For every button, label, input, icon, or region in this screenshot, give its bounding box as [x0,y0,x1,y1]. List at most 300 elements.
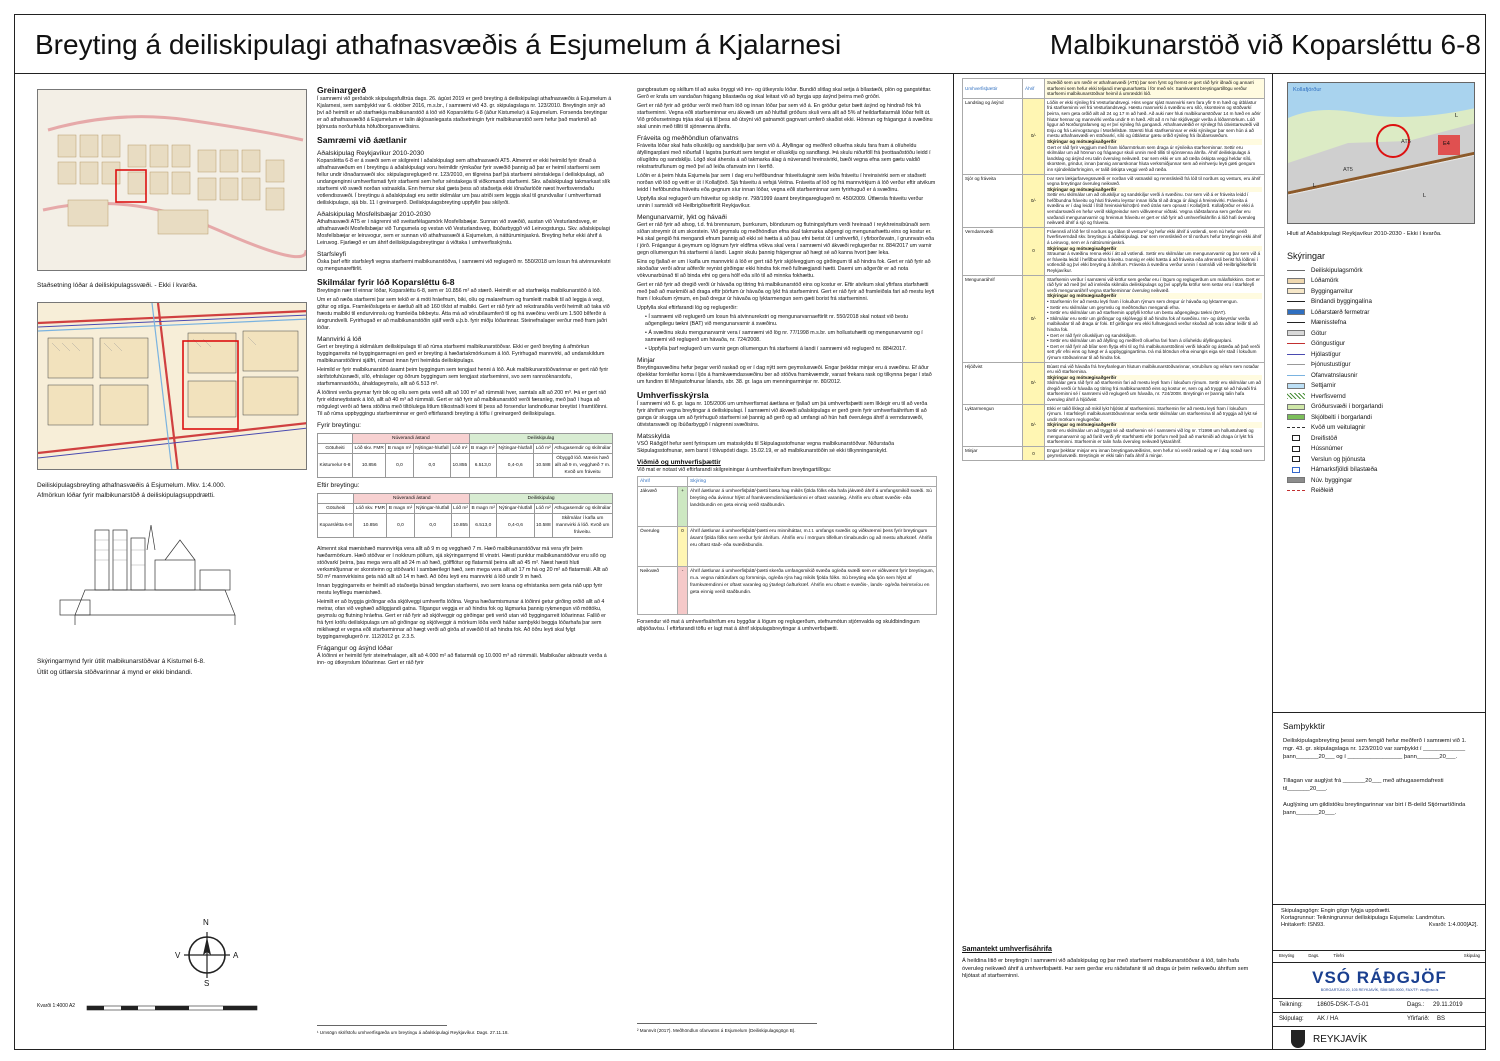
list-item: • Á svæðinu skulu mengunarvarnir vera í samræmi við lög nr. 77/1998 m.s.br. um hollustuhætti og mengunarvarnir og í samræmi við reglugerð um hávaða, nr. 724/2008. [645,330,923,343]
approval-text-2: Tillagan var auglýst frá _______20___ með athugasemdafresti til_______20___. [1283,778,1444,792]
td: Áhrif áætlunar á umhverfisþátt/-þætti bæta hag mikils fjölda fólks eða hafa jákvæð áhrif á umfangsmikið svæði. Sú breyting eða ávinnur hlýst af framkvæmdinni/áætluninni er oftast varanleg. Áhrifin eru oftast svæðis- eða landsbundin en geta einnig verið staðbundin. [688,487,937,527]
para: Almennt skal mænishæð mannvirkja vera allt að 9 m og vegghæð 7 m. Hæð malbikunarstöðvar má vera yfir þeim hæðarmörkum. Hæð stöðvar er í nokkrum pöllum, sjá skýringarmynd til vinstri. Hæsti punktur malbikunarstöðvar eru síló og stöðvarkí þeirra, þau mega vera allt að 24 m að hæð, gólfflötur og flatarmál þeirra allt að 45 m². Næst hæsti hluti verksmiðjunnar er skorsteinn og stöðvarkí í sambærilegri hæð, sem mega vera allt að 17 m há og 20 m² að flatarmáli. Allt að 50 m² mannvirkisins geta náð allt að 14 m hæð. Að öðru leyti eru mannvirki á lóð undir 9 m hæð. [317,546,608,580]
legend-item [1287,486,1477,497]
para: Fráveita lóðar skal hafa olíuskilju og sandskilju þar sem við á. Áfyllingar og meðferð olíuefna skulu fara fram á olíuheldu áfyllingarplani með niðurfall í lagstra þurrkutt sem tengist er olíuskilju og sandfangi. Þá skulu niðurföll frá þvottaaðstöðu leidd í olíugildru og sandskilju. Lögð skal áhersla á að takmarka álag á núverandi hreinsivirki, bæði vegna efna sem gætu valdið rekstrartruflunum og með því að leiða ofanvatn inn í kerfið. [637,143,931,170]
title-block [1272,74,1486,1050]
heading-fyrir: Fyrir breytingu: [317,422,361,429]
para: Í samræmi við 6. gr. laga nr. 105/2006 um umhverfismat áætlana er fjallað um þá umhverfisþætti sem líklegir eru til að verða fyrir áhrifum vegna breytingar á deiliskipulagi. Í samræmi við ákvæði aðalskipulags er gerð grein fyrir umhverfisáhrifum til að ganga úr skugga um að fyrirhuguð starfsemi sé þannig að gerð og að umfangi að hún hafi óverulega áhrif á verndarsvæði, útivistarsvæði og íbúðarbyggð í nágrenni svæðisins. [637,401,928,428]
legend-item [1287,349,1477,360]
legend-label: Hverfisvernd [1311,392,1346,400]
cell-text: Þar sem lækjarfarvegssvæði er norðan við vatnaskil og rennslisleið frá lóð til norðurs og vesturs, eru áhrif vegna breytingar óveruleg neikvæð. [1047,175,1261,187]
th: Áhrif [638,477,688,487]
th: Áhrif [1023,79,1045,99]
td: 0/- [1023,362,1045,404]
th-group: Núverandi ástand [354,494,470,504]
para: Gert er ráð fyrir að gróður verði með fram lóð og innan lóðar þar sem við á. En gróður getur bætt ásýnd og hindrað fok frá starfseminni. Vegna eðli starfseminnar eru ákvæði um að hlutfall gróðurs skuli vera allt að 5% af heildarflatarmáli lóðar fellt út. Við gróðursetningu trjáa skal sjá til þess að útsýni við gatnamót gagnvart umferð skaðist ekki. Hönnun og frágangur á svæðinu skal unnin með tilliti til sjónrænna áhrifa. [637,103,933,130]
footnote-2: ² Mannvit (2017). Meðhöndlun ofanvatns á Esjumelum (Deiliskipulagsgögn B). [637,1023,817,1035]
legend-label: Göngustígur [1311,340,1346,348]
info-box [1273,904,1486,950]
cell [1045,227,1265,275]
cell-text: Engar þekktar minjar eru innan breytingasvæðisins, sem hefur nú verið raskað og er í dag notað sem geymslusvæði. Breytingin er ekki talin hafa áhrif á minjar. [1047,447,1253,459]
para: Uppfylla skal reglugerð um fráveitur og skólp nr. 798/1999 ásamt breytingareglugerð nr. 450/2009. Útfærsla fráveitu verður unnin í samráði við Heilbrigðiseftirlit Reykjavíkur. [637,196,924,209]
td: 0,0 [413,454,451,478]
legend-swatch-icon [1287,354,1305,355]
legend-label: Þjónustustígur [1311,361,1351,369]
td: Hljóðvist [963,362,1023,404]
north-s: S [204,979,210,988]
para: VSÓ Ráðgjöf hefur sent fyrirspurn um matsskyldu til Skipulagsstofnunar vegna malbikunarstöðvar. Niðurstaða Skipulagsstofnunar, sem barst í tölvupósti dags. 15.02.19, er að malbikunarstöðin sé ekki tilkynningarskyld. [637,441,895,454]
legend-swatch-icon [1287,343,1305,344]
legend-item [1287,444,1477,455]
plan-label: Skipulag: [1279,1016,1304,1022]
drawing-number-box [1273,998,1486,1012]
td: 0,0 [387,514,414,538]
legend [1287,265,1477,496]
footnote-1: ¹ Umsögn skrifstofu umhverfisgæða um breytingu á aðalskipulagi Reykjavíkur. Dags. 27.11.18. [317,1025,447,1037]
list-text: Í samræmi við reglugerð um losun frá atvinnurekstri og mengunarvarnaeftirlit nr. 550/2018 skal notast við bestu aðgengilegu tækni (BAT) við mengunarvarnir á svæðinu. [645,314,909,327]
para: Gert er ráð fyrir að dregið verði úr hávaða og titring frá malbikunarstöð eins og kostur er. Eftir atvikum skal yfirfara starfshætti með það að markmiði að draga eftir þörfum úr hávaða og lykt frá starfseminni. Gert er ráð fyrir að framleiðsla fari að mestu leyti fram í lokuðum rýmum, en það dregur úr hávaða og lyktarmengun sem gæti borist frá starfseminni. [637,282,935,302]
td: Landslag og ásýnd [963,98,1023,174]
city-crest-icon [1291,1030,1305,1048]
drawing-number: 18605-DSK-T-G-01 [1317,1002,1369,1008]
rev-col: Dags. [1308,953,1320,958]
th: Nýtingar-hlutfall [414,504,451,514]
scale-bar [85,1000,265,1012]
legend-label: Núv. byggingar [1311,476,1353,484]
inset-label-l3: L [1455,113,1459,119]
list-text: Skilmálar eru settir um girðingar og skjólveggi til að hindra fok af svæðinu. Inn- og útkeyrslur verða malbikaðar til að draga úr foki. Ef girðingar eru ekki fullnægjandi verður skoðað að nota aðrar leiðir til að hindra fok. [1047,315,1258,332]
rev-col: Skipulag [1463,953,1480,958]
th: B magn m² [387,504,414,514]
table-row [318,454,613,478]
legend-item [1287,475,1477,486]
cell-text: Búast má við hávaða frá hreyfanlegum hlutum malbikunarstöðvarinnar, vörubílum og vélum sem notaðar eru við starfsemina. [1047,363,1259,375]
legend-label: Dreifistöð [1311,434,1338,442]
legend-label: Deiliskipulagsmörk [1311,266,1363,274]
legend-label: Reiðleið [1311,487,1334,495]
legend-label: Verslun og þjónusta [1311,455,1366,463]
th: Götuheiti [318,444,353,454]
env-column [953,74,1272,1050]
list-text: Settir eru skilmálar um að áfylling og meðferð olíuefna fari fram á olíuheldu áfyllingarplani. [1049,338,1233,344]
cell [1045,446,1265,460]
td: 0/- [1023,174,1045,227]
legend-swatch-icon [1287,288,1305,294]
cell-sub: Skýringar og mótvægisaðgerðir [1047,422,1262,428]
th: Nýtingar-hlutfall [497,504,534,514]
td: 0,4-0,6 [496,454,534,478]
td: - [678,567,688,615]
inset-label-l2: L [1423,193,1427,199]
plan-by-box [1273,1012,1486,1026]
table-row [638,567,937,615]
legend-swatch-icon [1287,330,1305,336]
legend-item [1287,465,1477,476]
td: 10.856 [354,514,387,538]
legend-label: Hámarksfjöldi bílastæða [1311,466,1378,474]
legend-swatch-icon [1287,404,1305,410]
th: Lóð m² [451,444,470,454]
heading-samraemi: Samræmi við áætlanir [317,135,407,145]
legend-swatch-icon [1287,427,1305,428]
td: Neikvæð [638,567,678,615]
cell-sub: Skýringar og mótvægisaðgerðir [1047,139,1262,145]
plant-caption-2: Útlit og útfærsla stöðvarinnar á mynd er ekki bindandi. [37,669,193,676]
cell [1045,404,1265,446]
list-text: Starfsemin fer að mestu leyti fram í lokuðum rýmum sem dregur úr hávaða og lyktarmengun. [1049,298,1238,304]
legend-label: Hússnúmer [1311,445,1343,453]
table-row [638,487,937,527]
td: 0 [678,527,688,567]
legend-swatch-icon [1292,435,1300,441]
cell-sub: Skýringar og mótvægisaðgerðir [1047,375,1262,381]
checked-label: Yfirfarið: [1407,1016,1430,1022]
table-row [963,404,1265,446]
legend-item [1287,286,1477,297]
para: gangbrautum og skiltum til að auka öryggi við inn- og útkeyrslu lóðar. Bundið slitlag skal setja á bílastæði, plön og gangstéttar. Gerð er krafa um vandaðan frágang bílastæða og skal leitast við að byrgja upp ásýnd þeirra með gróðri. [637,87,932,100]
list-item: • Settir eru skilmálar um geymslu og meðhöndlun mengandi efna. [1047,304,1180,310]
th: Lóð m² [534,504,552,514]
table-row [963,275,1265,362]
td: Kistumelur 6-8 [318,454,353,478]
legend-label: Gróðursvæði í borgarlandi [1311,403,1383,411]
th: Lóð skv. FMR [353,444,386,454]
cell-text: Ekki er talið líklegt að mikil lykt hljótist af starfseminni. Starfsemin fer að mestu leyti fram í lokuðum rýmum. Í starfsleyfi malbikunarstöðvarinnar verða settir skilmálar um starfsemina til að tryggja að lykt sé undir mörkum reglugerðar. [1047,405,1258,422]
list-text: Settir eru skilmálar um að starfsemin uppfylli kröfur um bestu aðgengilegu tækni (BAT). [1049,310,1227,316]
legend-swatch-icon [1287,414,1305,420]
table-row [318,514,613,538]
heading-eftir: Eftir breytingu: [317,482,360,489]
para: Óska þarf eftir starfsleyfi vegna starfsemi malbikunarstöðva, í samræmi við reglugerð nr. 550/2018 um losun frá atvinnurekstri og mengunareftirlit. [317,259,611,272]
list-item: • Í samræmi við reglugerð um losun frá atvinnurekstri og mengunarvarnaeftirlit nr. 550/2018 skal notast við bestu aðgengilegu tækni (BAT) við mengunarvarnir á svæðinu. [645,314,909,327]
legend-title: Skýringar [1287,251,1326,261]
list-item: • Uppfylla þarf reglugerð um varnir gegn olíumengun frá starfsemi á landi í samræmi við reglugerð nr. 884/2017. [645,346,907,352]
legend-item [1287,423,1477,434]
plant-illustration [55,520,255,640]
td: 0 [1023,446,1045,460]
legend-label: Kvöð um veitulagnir [1311,424,1366,432]
legend-swatch-icon [1287,364,1305,365]
th: Nýtingar-hlutfall [413,444,451,454]
list-item: • Gert er ráð fyrir olíuskiljum og sandskiljum. [1047,332,1137,338]
cell [1045,174,1265,227]
cell-text: Skilmálar gera ráð fyrir að starfsemin fari að mestu leyti fram í lokuðum rýmum. Settir eru skilmálar um að dregið verði úr hávaða og titring frá malbikunarstöð eins og kostur er, sem og að tryggt sé að hávaði frá starfseminni sé í samræmi við reglugerð um hávaða, nr. 724/2008. Breytingin er þannig talin hafa óveruleg áhrif á hljóðvist [1047,380,1261,403]
para: Breytingin nær til einnar lóðar, Koparsléttu 6-8, sem er 10.856 m² að stærð. Heimilt er að starfrækja malbikunarstöð á lóð. [317,288,602,294]
rev-col: Breyting [1279,953,1295,958]
drawing-label: Teikning: [1279,1002,1303,1008]
cell [1045,362,1265,404]
legend-label: Byggingarreitur [1311,287,1353,295]
legend-label: Settjarnir [1311,382,1336,390]
para: Uppfylla skal eftirfarandi lög og reglugerðir: [637,305,738,311]
para: Gert er ráð fyrir að afsog, t.d. frá brennurum, þurrkurum, blöndurum og flutningslyftum verði hreinsað í reykhreinsibúnaði sem síðan streymir út um skorstein. Við geymslu og meðhöndlun efna skal takmarka aðgengi og mengunarhættu eins og kostur er. Þá skal gengið frá mengandi efnum þannig að ekki sé hætta á að þau efni berist út í umhverfið, í yfirborðsvatn, í grunnvatn eða í jörð. Frágangur á geymum og lögnum fyrir eldfima vökva skal vera í samræmi við ákvæði reglugerðar nr. 884/2017 um varnir gegn olíumengun frá starfsemi á landi. Lagnir skulu þannig frágengnar að hægt sé að kanna hvort þær leka. [637,222,935,256]
legend-item [1287,454,1477,465]
summary-heading: Samantekt umhverfisáhrifa [962,946,1052,953]
legend-swatch-icon [1292,467,1300,473]
plant-caption-1: Skýringarmynd fyrir útlit malbikunarstöðvar á Kistumel 6-8. [37,658,205,665]
north-v: V [175,951,181,960]
drawing-sheet [14,14,1486,1050]
inset-label-e4: E4 [1443,141,1450,147]
summary-text: Á heildina litið er breytingin í samræmi við aðalskipulag og þar með starfsemi malbikunarstöðvar á lóð, talin hafa óveruleg neikvæð áhrif á umhverfisþætti. Þar sem gerðar eru ráðstafanir til að draga úr þeim neikvæðu áhrifum sem hljótast af starfseminni. [962,958,1249,979]
table-before [317,433,613,478]
text-column-1 [317,81,613,1041]
td: Minjar [963,446,1023,460]
legend-swatch-icon [1287,383,1305,389]
legend-swatch-icon [1287,270,1305,271]
td: Svæðið sem um ræðir er athafnasvæði (AT5) þar sem fyrst og fremst er gert ráð fyrir iðnaði og annarri starfsemi sem hefur ekki teljandi mengunarhættu í för með sér. Samkvæmt breytingartillögu verður starfsemi malbikunarstöðvar heimil á umræddri lóð. [1045,79,1265,99]
list-item: • Starfsemin fer að mestu leyti fram í lokuðum rýmum sem dregur úr hávaða og lyktarmengun. [1047,298,1238,304]
td: 0/- [1023,98,1045,174]
legend-item [1287,433,1477,444]
td: 10.855 [451,454,470,478]
list-item: • Settir eru skilmálar um að áfylling og meðferð olíuefna fari fram á olíuheldu áfyllingarplani. [1047,338,1233,344]
legend-swatch-icon [1287,301,1305,302]
th: Athugasemdir og skilmálar [553,504,613,514]
legend-label: Mænisstefna [1311,319,1347,327]
heading-mannvirki: Mannvirki á lóð [317,336,362,343]
north-n: N [203,918,209,927]
td: 0 [1023,227,1045,275]
inset-label-at5b: AT5 [1343,167,1353,173]
td: Skilmálar í kafla um mannvirki á lóð. Kvöð um fráveitu. [553,514,613,538]
th: Umhverfisþættir [963,79,1023,99]
table-row [963,98,1265,174]
td: Koparslétta 6-8 [318,514,354,538]
para: Breytingasvæðinu hefur þegar verið raskað og er í dag nýtt sem geymslusvæði. Engar þekktar minjar eru á svæðinu. Ef áður óþekktar fornleifar koma í ljós á framkvæmdasvæðinu ber að stöðva framkvæmdir, varast frekara rask og tilkynna þegar í stað um fundinn til Minjastofnunar Íslands, sbr. 38. gr. laga um menningarminjar nr. 80/2012. [637,365,932,385]
inset-caption: Hluti af Aðalskipulagi Reykjavíkur 2010-2030 - Ekki í kvarða. [1287,231,1442,237]
legend-item [1287,307,1477,318]
legend-swatch-icon [1287,375,1305,376]
cell-text: Straumar á svæðinu renna ekki í átt að votlendi. Settir eru skilmálar um mengunarvarnir og þar sem við á er fráveita leidd í hefðbundna fráveitu. Þannig er ekki hætta á að fráveita eða afrennsli berist frá lóðinni í votlendið og því ekki breyting á áhrifum. Fráveita á svæðinu verður unnin í samráði við Heilbrigðiseftirlit Reykjavíkur. [1047,251,1261,273]
td: Lyktarmengun [963,404,1023,446]
legend-item [1287,412,1477,423]
para: Athafnasvæði AT5 er í nágrenni við sveitarfélagamörk Mosfellsbæjar. Sunnan við svæðið, austan við Vesturlandsveg, er athafnasvæði Mosfellsbæjar við Tungumela og vestan við Vesturlandsveg, íbúðarbyggð við Leirvogstungu. Skv. aðalskipulagi Mosfellsbæjar er leiruvogur, sem er sunnan við athafnasvæði á Esjumelum, á náttúruminjaskrá. Breyting hefur ekki áhrif á Leiruvog. Fjarlægð er um áhrif deiliskipulagsbreytingar á viðtaka í umhverfisskýrslu. [317,219,610,246]
info-4: Kvarði: 1:4.000[A2]. [1428,922,1478,928]
legend-label: Ofanvatnslausnir [1311,371,1358,379]
plan-caption-1: Deiliskipulagsbreyting athafnasvæðis á Esjumelum. Mkv. 1:4.000. [37,482,226,489]
cell-sub: Skýringar og mótvægisaðgerðir [1047,187,1262,193]
table-after [317,493,613,538]
cell [1045,275,1265,362]
para: Gert er breyting á skilmálum deiliskipulags til að rúma starfsemi malbikunarstöðvar. Ekki er gerð breyting á afmörkun byggingarreits né byggingarmagni en gerð er breyting á hæðartakmörkunum á lóð. Fyrirhugað mannvirki, að undanskildum malbikunarstöðinni sjálfri, rúmast innan fyrri heimilda deiliskipulags. [317,344,605,364]
text-column-2 [637,81,937,931]
legend-swatch-icon [1292,446,1300,452]
effects-table [637,476,937,615]
legend-label: Lóðarstærð fermetrar [1311,308,1370,316]
legend-label: Bindandi byggingalína [1311,298,1372,306]
legend-item [1287,265,1477,276]
checked-value: BS [1437,1016,1446,1022]
legend-item [1287,276,1477,287]
info-1: Skipulagsgögn: Engin gögn fylgja uppdrætti. [1281,908,1391,914]
legend-item [1287,360,1477,371]
th: Lóð skv. FMR [354,504,387,514]
th: Nýtingar-hlutfall [496,444,534,454]
cell-sub: Skýringar og mótvægisaðgerðir [1047,293,1262,299]
para: Heimilt er að byggja girðingar eða skjólveggi umhverfis lóðina. Vegna hæðarmismunar á lóðinni getur girðing orðið allt að 4 metrar, ofan við veghæð aðliggjandi gatna. Tilgangur veggja er að hindra fok og lágmarka þannig rykmengun við móttöku, geymslu og flutning hráefna. Gert er ráð fyrir að skjólveggir og girðingar geti verið utan við byggingarreit lóðarinnar. Fallið er frá fyrri kröfu deiliskipulags um að girðingar og skjólveggir á mörkum lóða verði háðar samþykki beggja lóðarhafa þar sem mikilvægt er vegna eðli starfseminnar að hægt verði að girða af svæðið til að hindra fok. Að öðru leyti skal fylgt byggingarreglugerð nr. 112/2012 gr. 2.3.5. [317,599,606,640]
para: Heimild er fyrir malbikunarstöð ásamt þeim byggingum sem tengjast henni á lóð. Auk malbikunarstöðvarinnar er gert ráð fyrir skrifstofuhúsnæði, síló, efnislager og öðrum byggingum sem tengjast starfseminni, svo sem rannsóknarstofu, starfsmannastöðu, áhaldageymslu, allt að 6.513 m². [317,367,609,387]
cell-text: Lóðin er ekki sýnileg frá Vesturlandsvegi. Hins vegar sjást mannvirki sem fara yfir 9 m hæð og útblástur frá starfseminni vel frá Vesturlandsvegi. Hæstu mannvirki á svæðinu eru síló, skorsteinn og stöðvarkí þeirra, sem geta orðið allt að 24 og 17 m að hæð. Að auki nær hluti malbikunarstöðvar 14 m hæð en aðrir hlutar hennar og mannvirki verða undir 9 m hæð. Allt að 4 m hár skjólveggir verða á lóðarmörkum. Lóð liggur að Norðurgrafarveg og er því sýnileg frá gangandi. Athafnasvæðið er sýnilegt frá útivistarsvæði við Esju og frá Leirvogstungu í Mosfellsbæ. Stærsti hluti starfseminnar er ekki sýnilegur þar sem hún á að mestu athafnasvæði en stöðvarkí, síló og útblástur gætu orðið sýnileg frá íbúðarsvæðum. [1047,99,1261,139]
heading-matsskylda: Matsskylda [637,433,670,440]
heading-fragangur: Frágangur og ásýnd lóðar [317,645,393,652]
scale-label: Kvarði 1:4000 A2 [37,1003,76,1009]
table-row [963,174,1265,227]
legend-item [1287,391,1477,402]
north-a: A [233,951,239,960]
td: Verndarsvæði [963,227,1023,275]
legend-item [1287,370,1477,381]
logo-box [1273,962,1486,998]
para: Í samræmi við gerðabók skipulagsfulltrúa dags. 26. ágúst 2019 er gerð breyting á deiliskipulagi athafnasvæðis á Esjumelum á Kjalarnesi, sem samþykkt var 6. október 2016, m.s.br., í samræmi við 43. gr. skipulagslaga nr. 123/2010. Breytingin snýr að því að heimilt er að starfrækja malbikunarstöð á lóð við Koparsléttu 6-8 (áður Kistumelur) á Esjumelum. Forsenda breytingar er að athafnasvæðið á Esjumelum er talin ákjósanlegasta staðsetningin fyrir malbikunarstöð sem hefur það markmið að þjónusta norðurhluta höfuðborgarsvæðisins. [317,96,612,130]
para: Koparslétta 6-8 er á svæði sem er skilgreint í aðalskipulagi sem athafnasvæði AT5. Almennt er ekki heimild fyrir iðnað á athafnasvæðum en í breytingu á aðalskipulagi voru heimildir rýmkaðar fyrir svæðið þannig að þar er heimil starfsemi sem fellur undir iðnaðarsvæði skv. skipulagsreglugerð nr. 123/2010, en tilgreina þarf þá starfsemi sérstaklega í deiliskipulagi, að undangenginni umhverfismati fyrir starfsemi sem hefur sérstakega til viðkomandi starfsemi. Skv. aðalskipulagi takmarkast slík starfsemi við svæði norðan vatnaskila. Enn fremur skal gæta þess að staðsetja ekki iðnaðarlóðir næst hverfisverndaðu votlendissvæði. Í breytingu á aðalskipulagi eru settir skilmálar um þau atriði sem leggja skal til grundvallar í umhverfismati deiliskipulags, sjá bls. 11 í greinargerð. Deiliskipulagsbreyting uppfyllir þau skilyrði. [317,158,611,206]
approval-box [1273,712,1486,904]
th: Götuheiti [318,504,354,514]
th: B magn m² [386,444,413,454]
legend-swatch-icon [1287,393,1305,399]
legend-label: Hjólastígur [1311,350,1341,358]
cell-sub: Skýringar og mótvægisaðgerðir [1047,246,1262,252]
heading-am: Aðalskipulag Mosfellsbæjar 2010-2030 [317,211,431,218]
th-group: Deiliskipulag [469,434,612,444]
list-item: • Skilmálar eru settir um girðingar og skjólveggi til að hindra fok af svæðinu. Inn- og útkeyrslur verða malbikaðar til að draga úr foki. Ef girðingar eru ekki fullnægjandi verður skoðað að nota aðrar leiðir til að hindra fok. [1047,315,1258,332]
th: B magn m² [470,504,497,514]
inset-map [1287,82,1475,224]
legend-item [1287,318,1477,329]
td: 10.856 [353,454,386,478]
td: 0/- [1023,275,1045,362]
table-row [638,527,937,567]
para: Innan byggingarreits er heimilt að staðsetja búnað tengdan starfsemi, svo sem krana og efnistanka sem geta náð upp fyrir mestu leyfilegu mænishæð. [317,583,603,596]
cell [1045,98,1265,174]
legend-swatch-icon [1287,278,1305,284]
location-caption: Staðsetning lóðar á deiliskipulagssvæði. - Ekki í kvarða. [37,282,198,289]
legend-item [1287,297,1477,308]
td: + [678,487,688,527]
cell-text: Starfsemin verður í samræmi við kröfur sem gerðar eru í lögum og reglugerðum um málaflokkinn. Gert er ráð fyrir að með því að innleiða skilmála deiliskipulags og því uppfylla kröfur sem settar eru í starfsleyfi verði mengunaráhrif vegna starfseminnar óveruleg neikvæð. [1047,276,1260,293]
list-item: • Gert er ráð fyrir að bílar sem flytja efni til og frá malbikunarstöðinni verði lokaðir og ástæða að það verði sett yfir efni eins og hægt er á uppbyggingartíma. Þá má blöndun efna einungis eiga sér stað í lokuðum rýmum stöðvarinnar til að hindra fok. [1047,343,1260,360]
inset-label-l1: L [1313,183,1317,189]
legend-label: Götur [1311,329,1327,337]
inset-label-at5: AT5 [1401,139,1411,145]
td: Óbyggð lóð. Mænis hæð allt að 9 m, vegghæð 7 m. Kvöð um fráveitu [553,454,613,478]
company-address: BORGARTÚNI 20, 105 REYKJAVÍK, SÍMI 585-9000, FAX/TF: vso@vso.is [1320,988,1439,992]
date-value: 29.11.2019 [1433,1002,1463,1008]
para: Forsendur við mat á umhverfisáhrifum eru byggðar á lögum og reglugerðum, stefnumótun stjórnvalda og skuldbindingum alþjóðavísu. Í eftirfarandi töflu er lagt mat á áhrif skipulagsbreytingar á umhverfisþætti. [637,619,920,632]
heading-mengun: Mengunarvarnir, lykt og hávaði [637,214,727,221]
heading-skilmalar: Skilmálar fyrir lóð Koparsléttu 6-8 [317,277,455,287]
heading-minjar: Minjar [637,357,655,364]
th: Lóð m² [451,504,469,514]
legend-swatch-icon [1287,477,1305,483]
legend-swatch-icon [1287,322,1305,323]
para: Á lóðinni er heimild fyrir steinefnalager, allt að 4.000 m² að flatarmáli og 10.000 m³ að rúmmáli. Malbikaðar akbrautir verða á inn- og útkeyrslum lóðarinnar. Gert er ráð fyrir [317,653,607,666]
inset-label-fjordur: Kollafjörður [1293,87,1322,93]
th-group: Deiliskipulag [470,494,613,504]
table-row [963,362,1265,404]
th: Skýring [688,477,937,487]
plan-caption-2: Afmörkun lóðar fyrir malbikunarstöð á deiliskipulagsuppdrætti. [37,492,215,499]
td: 10.588 [534,454,553,478]
info-3: Hnitakerfi: ISN93. [1281,922,1325,928]
env-table [962,78,1265,461]
table-row [963,446,1265,460]
legend-item [1287,381,1477,392]
para: Við mat er notast við eftirfarandi skilgreiningar á umhverfisáhrifum breytingartillögu: [637,467,832,473]
td: Mengunaráhrif [963,275,1023,362]
th-group: Núverandi ástand [353,434,470,444]
td: Sjór og fráveita [963,174,1023,227]
revision-box [1273,950,1486,962]
cell-text: Settir eru skilmálar um að olíuskiljur og sandskiljur verði á svæðinu. Þar sem við á er fráveita leidd í hefðbundna fráveitu og hluti fráveitu leystur innan lóða til að draga úr álagi á hreinsivirki. Fráveita á svæðinu er í dag leidd í lítið hreinsivirki/rotþró með útrás sem opnast í Kollafjörð. Kollafjörður er ekki á verndarsvæði en hefur verið skilgreindur sem viðkvæmur viðtaki. Vegna ráðstafanna sem gerðar eru varðandi mengunarvarnir og hreinsun fráveitu er gert er ráð fyrir að umhverfisáhrifin á lóð hafi óveruleg neikvæð áhrif á sjó og fráveitu. [1047,192,1256,226]
td: Áhrif áætlunar á umhverfisþátt/-þætti skerða umfangsmikið svæða og/eða svæði sem er viðkvæmt fyrir breytingum, m.a. vegna náttúrufars og fornminja, og/eða rýra hag mikils fjölda fólks. Sú breyting eða tjón sem hlýst af framkvæmdinni er oftast varanleg og ýtarlegt óafturkræf. Áhrifin eru oftast e svæðis-, lands- og/eða heimsvíou en geta einnig verið staðbundin. [688,567,937,615]
th: Athugasemdir og skilmálar [553,444,613,454]
heading-starfsleyfi: Starfsleyfi [317,251,346,258]
cell-text: Settir eru skilmálar um að tryggt sé að starfsemin sé í samræmi við lög nr. 7/1998 um hollustuhætti og mengunarvarnir og að farið verði yfir starfshætti eftir þörfum með það að markmiði að draga úr lykt frá starfseminni. Starfsemin er talin hafa óveruleg neikvæð lyktaráhrif. [1047,428,1254,445]
date-label: Dags.: [1407,1002,1425,1008]
para: Lóðin er á þeim hluta Esjumela þar sem í dag eru hefðbundnar fráveitulagnir sem leiða fráveitu í hreinsivirki sem er staðsett norðan við lóð og veitt er út í Kollafjörð. Sjá fráveitu á vefsjá Veitna. Fráveita af lóð og frá mannvirkjum á lóð verður eftir atvikum leidd í hefðbundna fráveitu eða gegnum síur innan lóðar, vegna eðli starfseminnar sem fyrirhuguð er á svæðinu. [637,173,936,193]
heading-greinargerd: Greinargerð [317,85,367,95]
approval-title: Samþykktir [1283,721,1326,731]
city-name: REYKJAVÍK [1313,1034,1368,1045]
td: 0,4-0,6 [497,514,534,538]
heading-umhverfisskyrsla: Umhverfisskýrsla [637,390,709,400]
legend-swatch-icon [1292,456,1300,462]
heading-fraveita: Fráveita og meðhöndlun ofanvatns [637,135,739,142]
list-text: Gert er ráð fyrir olíuskiljum og sandskiljum. [1049,332,1137,338]
td: 6.513,0 [470,514,497,538]
list-text: Uppfylla þarf reglugerð um varnir gegn olíumengun frá starfsemi á landi í samræmi við reglugerð nr. 884/2017. [648,346,907,352]
td: 6.513,0 [469,454,496,478]
cell-text: Gert er ráð fyrir veggjum með fram lóðarmörkum sem draga úr sýnileika starfseminnar. Settir eru skilmálar um að hönnun og frágangur skuli unnin með tilliti til sjónrænna áhrifa. Áhrif deiliskipulags á landslag og ásýnd eru talin óveruleg neikvæð. Þar sem ekki er um að ræða óskipta veggi heldur síló, skorstein, grindur, innan þannig annarskonar hluta verksmiðjunnar sem að einhverju leyti gæti gengum inn sjóndeildarhringinn, er talið óskipta veggi verð að ræða. [1047,144,1256,172]
table-row [963,227,1265,275]
legend-item [1287,328,1477,339]
td: 0,0 [386,454,413,478]
legend-item [1287,402,1477,413]
approval-text-1: Deiliskipulagsbreyting þessi sem fengið hefur meðferð í samræmi við 1. mgr. 43. gr. skipulagslaga nr. 123/2010 var samþykkt í _____________ þann_______20___ og í _________________ þann_______20___. [1283,738,1467,760]
info-2: Kortagrunnur: Teikningrunnur deiliskipulags Esjumela: Landmótun. [1281,915,1446,921]
legend-item [1287,339,1477,350]
location-map [37,89,307,271]
title-left: Breyting á deiliskipulagi athafnasvæðis á Esjumelum á Kjalarnesi [35,29,842,60]
para: Um er að ræða starfsemi þar sem tekið er á móti hráefnum, biki, olíu og malarefnum og framleitt malbik til að leggja á vegi, götur og stíga. Framleiðslugeta er áætluð allt að 160 t/klst af malbiki. Gert er ráð fyrir að rekstraraðila verði heimilt að taka við fræstu malbiki til endurvinnslu og framleiða bikbeytu. Átta má að vörubílaumferð til og frá svæðinu verði um 1.500 bílferðir á ársgrundvelli. Fyrirhugað er að malbikunarstöðin sjálf verði u.þ.b. fyrir miðju lóðarinnar. Steinefnalager verður með fram jaðri lóðar. [317,297,610,331]
td: 10.855 [451,514,469,538]
td: Jákvæð [638,487,678,527]
legend-label: Lóðamörk [1311,277,1339,285]
list-text: Settir eru skilmálar um geymslu og meðhöndlun mengandi efna. [1049,304,1180,310]
list-text: Gert er ráð fyrir að bílar sem flytja efni til og frá malbikunarstöðinni verði lokaðir og ástæða að það verði sett yfir efni eins og hægt er á uppbyggingartíma. Þá má blöndun efna einungis eiga sér stað í lokuðum rýmum stöðvarinnar til að hindra fok. [1047,343,1260,360]
para: Eins og fjallað er um í kafla um mannvirki á lóð er gert ráð fyrir skjólveggjum og girðingum til að hindra fok. Gert er ráð fyrir að skoðaðar verði aðrar aðferðir reynist girðingar ekki hindra fok með fullnægjandi hætti. Daemi um aðgerðir er að nota vökvunarbúnað til að binda efni og gera hólf eða síló til að minnka fokhættu. [637,259,931,279]
heading-vidmid: Viðmið og umhverfisþættir [637,459,721,466]
list-text: Á svæðinu skulu mengunarvarnir vera í samræmi við lög nr. 77/1998 m.s.br. um hollustuhætti og mengunarvarnir og í samræmi við reglugerð um hávaða, nr. 724/2008. [645,330,923,343]
td: 10.588 [534,514,552,538]
para: Á lóðinni verða geymar fyrir bik og olíu sem geta verið allt að 100 m² að rúmmáli hver, samtals allt að 200 m³. Þá er gert ráð fyrir eldsneytistank á lóð, allt að 40 m³ að rúmmáli. Gert er ráð fyrir að malbikunarstöð verði færanleg, með það í huga að mögulegt verði að færa stöðina með tiltölulega litlum tilkostnaði komi til þess að forsendur landnotkunar breytist í framtíðinni. Til að rúma uppbyggingu starfseminnar er gerð eftirfarandi breyting á töflu í greinargerð deiliskipulags. [317,390,608,417]
heading-ar: Aðalskipulag Reykjavíkur 2010-2030 [317,150,425,157]
company-logo: VSÓ RÁÐGJÖF [1312,968,1447,987]
th: Lóð m² [534,444,553,454]
cell-text: Fráennsli af lóð fer til norðurs og síðan til vesturs² og hefur ekki áhrif á votlendi, sem nú hefur verið hverfisverndað skv. breytingu á aðalskipulagi. Þar sem rennslisleið er til norðurs hefur breytingin ekki áhrif á Leiruvog, sem er á náttúruminjaskrá. [1047,228,1262,246]
env-table-wrap [962,78,1265,908]
th: B magn m² [469,444,496,454]
td: Áhrif áætlunar á umhverfisþátt/-þætti eru minniháttar, m.t.t. umfangs svæðis og viðkvæmni þess fyrir breytingum ásamt fjölda fólks sem verður fyrir áhrifum. Áhrifin eru í mörgum tilfellum tímabundin og að mestu afturkræf. Áhrifin eru oftast stað- eða svæðisbundin. [688,527,937,567]
legend-swatch-icon [1287,309,1305,315]
title-bar [15,15,1485,74]
plan-value: AK / HA [1317,1016,1339,1022]
legend-swatch-icon [1287,490,1305,491]
td: 0/- [1023,404,1045,446]
city-box [1273,1026,1486,1050]
list-item: • Settir eru skilmálar um að starfsemin uppfylli kröfur um bestu aðgengilegu tækni (BAT). [1047,310,1227,316]
